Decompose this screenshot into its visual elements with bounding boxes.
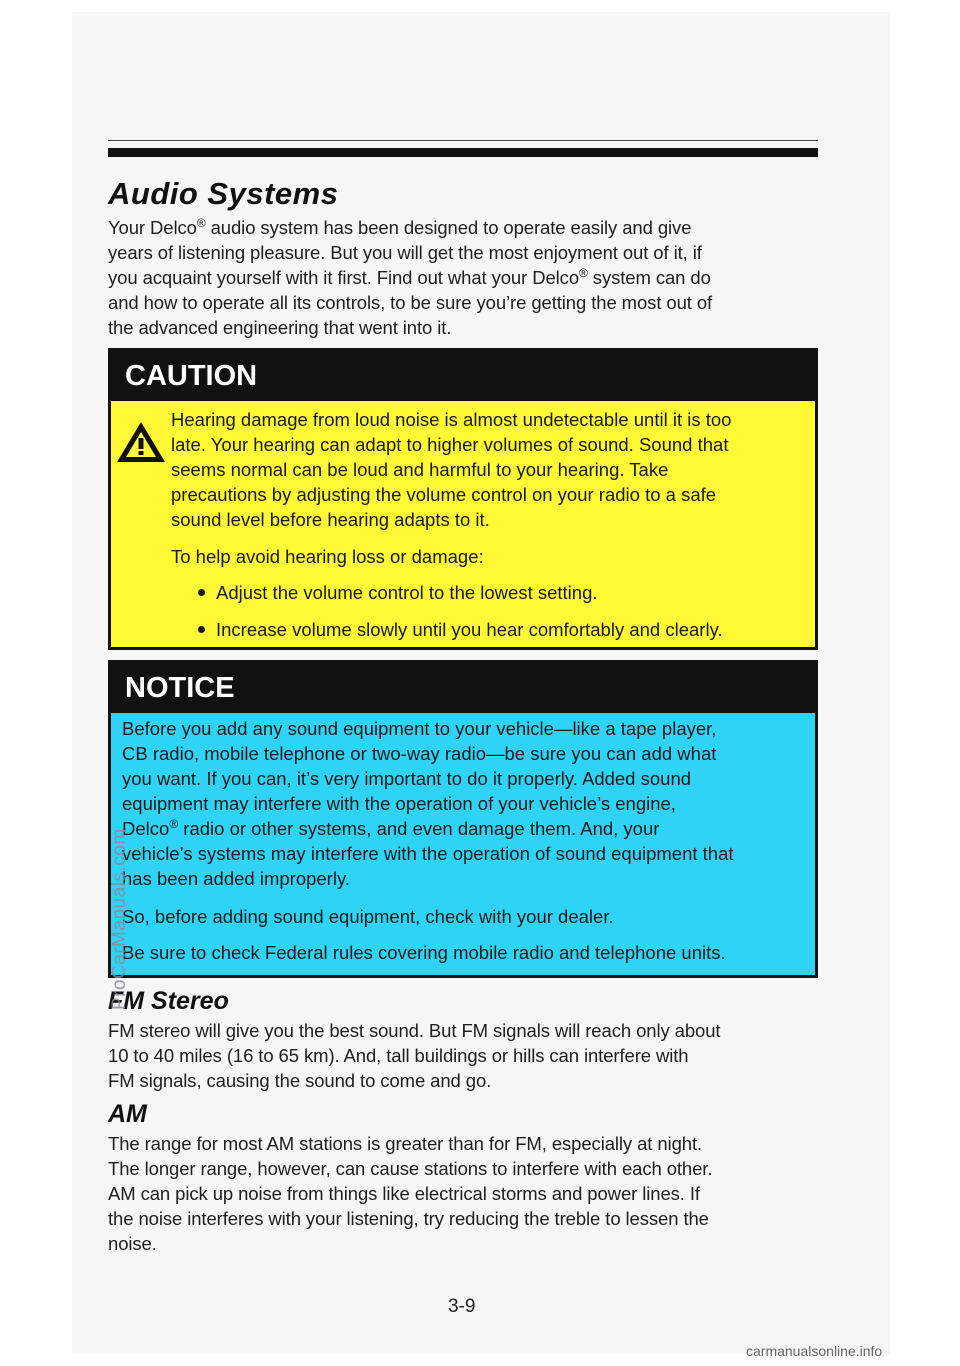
- caution-bullet: Adjust the volume control to the lowest setting.: [216, 580, 598, 605]
- notice-federal-text: Be sure to check Federal rules covering mobile radio and telephone units.: [122, 942, 726, 963]
- caution-bullet: Increase volume slowly until you hear comfortably and clearly.: [216, 617, 723, 642]
- caution-box: [108, 348, 818, 650]
- caution-help-text: To help avoid hearing loss or damage:: [171, 546, 484, 567]
- am-paragraph: The range for most AM stations is greater than for FM, especially at night. The longer range, however, can cause stations to interfere with each other. AM can pick up noise from things like electrical storms and power lines. If the noise interferes with your listening, try reducing the treble to lessen the noise.: [108, 1133, 713, 1254]
- notice-text: Before you add any sound equipment to your vehicle—like a tape player, CB radio, mobile telephone or two-way radio—be sure you can add what you want. If you can, it’s very important to do it properly. Added sound equipment may interfere with the operation of your vehicle’s engine, Delco® radio or other systems, and even damage them. And, your vehicle’s systems may interfere with the operation of sound equipment that has been added improperly.: [122, 718, 734, 889]
- notice-dealer-text: So, before adding sound equipment, check with your dealer.: [122, 906, 614, 927]
- caution-heading: CAUTION: [111, 351, 815, 401]
- watermark-text: ProCarManuals.com: [109, 828, 130, 1010]
- page-number: 3-9: [448, 1296, 476, 1317]
- footer-site-link[interactable]: carmanualsonline.info: [746, 1343, 883, 1359]
- section-title: Audio Systems: [108, 176, 339, 211]
- header-rule-thin: [108, 140, 818, 141]
- am-heading: AM: [108, 1100, 147, 1128]
- fm-stereo-heading: FM Stereo: [108, 987, 229, 1015]
- notice-heading: NOTICE: [111, 663, 815, 713]
- fm-stereo-paragraph: FM stereo will give you the best sound. But FM signals will reach only about 10 to 40 miles (16 to 65 km). And, tall buildings or hills can interfere with FM signals, causing the sound to come and go.: [108, 1020, 721, 1091]
- header-rule-thick: [108, 148, 818, 157]
- notice-box: [108, 660, 818, 978]
- caution-text: Hearing damage from loud noise is almost undetectable until it is too late. Your hearing can adapt to higher volumes of sound. Sound that seems normal can be loud and harmful to your hearing. Take precautions by adjusting the volume control on your radio to a safe sound level before hearing adapts to it.: [171, 409, 732, 530]
- warning-triangle-icon: [115, 419, 167, 465]
- intro-paragraph: Your Delco® audio system has been designed to operate easily and give years of listening pleasure. But you will get the most enjoyment out of it, if you acquaint yourself with it first. Find out what your Delco® system can do and how to operate all its controls, to be sure you’re getting the most out of the advanced engineering that went into it.: [108, 215, 713, 338]
